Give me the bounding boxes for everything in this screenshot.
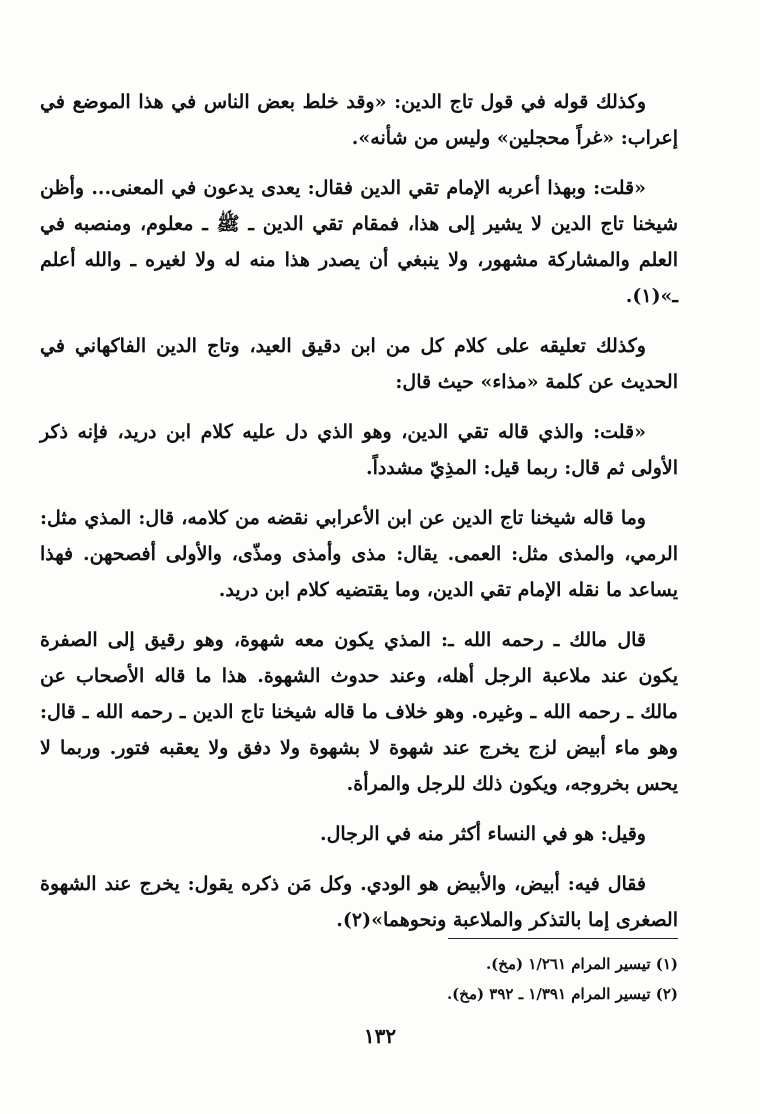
footnote-2: (٢) تيسير المرام ١/٣٩١ ـ ٣٩٢ (مخ).: [446, 985, 678, 1003]
footnotes: [40, 938, 678, 1009]
footnote-1: (١) تيسير المرام ١/٢٦١ (مخ).: [485, 955, 678, 973]
paragraph-5: وما قاله شيخنا تاج الدين عن ابن الأعرابي نقضه من كلامه، قال: المذي مثل: الرمي، والمذى مثل: العمى. يقال: مذى وأمذى ومذّى، والأولى أفصحهن. فهذا يساعد ما نقله الإمام تقي الدين، وما يقتضيه كلام ابن دريد.: [40, 507, 678, 601]
main-text: [40, 84, 678, 952]
paragraph-6: قال مالك ـ رحمه الله ـ: المذي يكون معه شهوة، وهو رقيق إلى الصفرة يكون عند ملاعبة الرجل أهله، وعند حدوث الشهوة. هذا ما قاله الأصحاب عن مالك ـ رحمه الله ـ وغيره. وهو خلاف ما قاله شيخنا تاج الدين ـ رحمه الله ـ قال: وهو ماء أبيض لزج يخرج عند شهوة لا بشهوة ولا دفق ولا يعقبه فتور. وربما لا يحس بخروجه، ويكون ذلك للرجل والمرأة.: [40, 629, 678, 795]
paragraph-7: وقيل: هو في النساء أكثر منه في الرجال.: [320, 823, 646, 845]
paragraph-1: وكذلك قوله في قول تاج الدين: «وقد خلط بعض الناس في هذا الموضع في إعراب: «غراً محجلين» وليس من شأنه».: [40, 91, 678, 149]
page-number: ١٣٢: [363, 1024, 397, 1048]
paragraph-2: «قلت: وبهذا أعربه الإمام تقي الدين فقال: يعدى يدعون في المعنى... وأظن شيخنا تاج الدين لا يشير إلى هذا، فمقام تقي الدين ـ ﷺ ـ معلوم، ومنصبه في العلم والمشاركة مشهور، ولا ينبغي أن يصدر هذا منه له ولا لغيره ـ والله أعلم ـ»(١).: [40, 177, 678, 307]
paragraph-4: «قلت: والذي قاله تقي الدين، وهو الذي دل عليه كلام ابن دريد، فإنه ذكر الأولى ثم قال: ربما قيل: المذِيّ مشدداً.: [40, 421, 678, 479]
paragraph-3: وكذلك تعليقه على كلام كل من ابن دقيق العيد، وتاج الدين الفاكهاني في الحديث عن كلمة «مذاء» حيث قال:: [40, 335, 678, 393]
paragraph-8: فقال فيه: أبيض، والأبيض هو الودي. وكل مَن ذكره يقول: يخرج عند الشهوة الصغرى إما بالتذكر والملاعبة ونحوهما»(٢).: [40, 873, 678, 931]
footnote-divider: [448, 938, 678, 939]
